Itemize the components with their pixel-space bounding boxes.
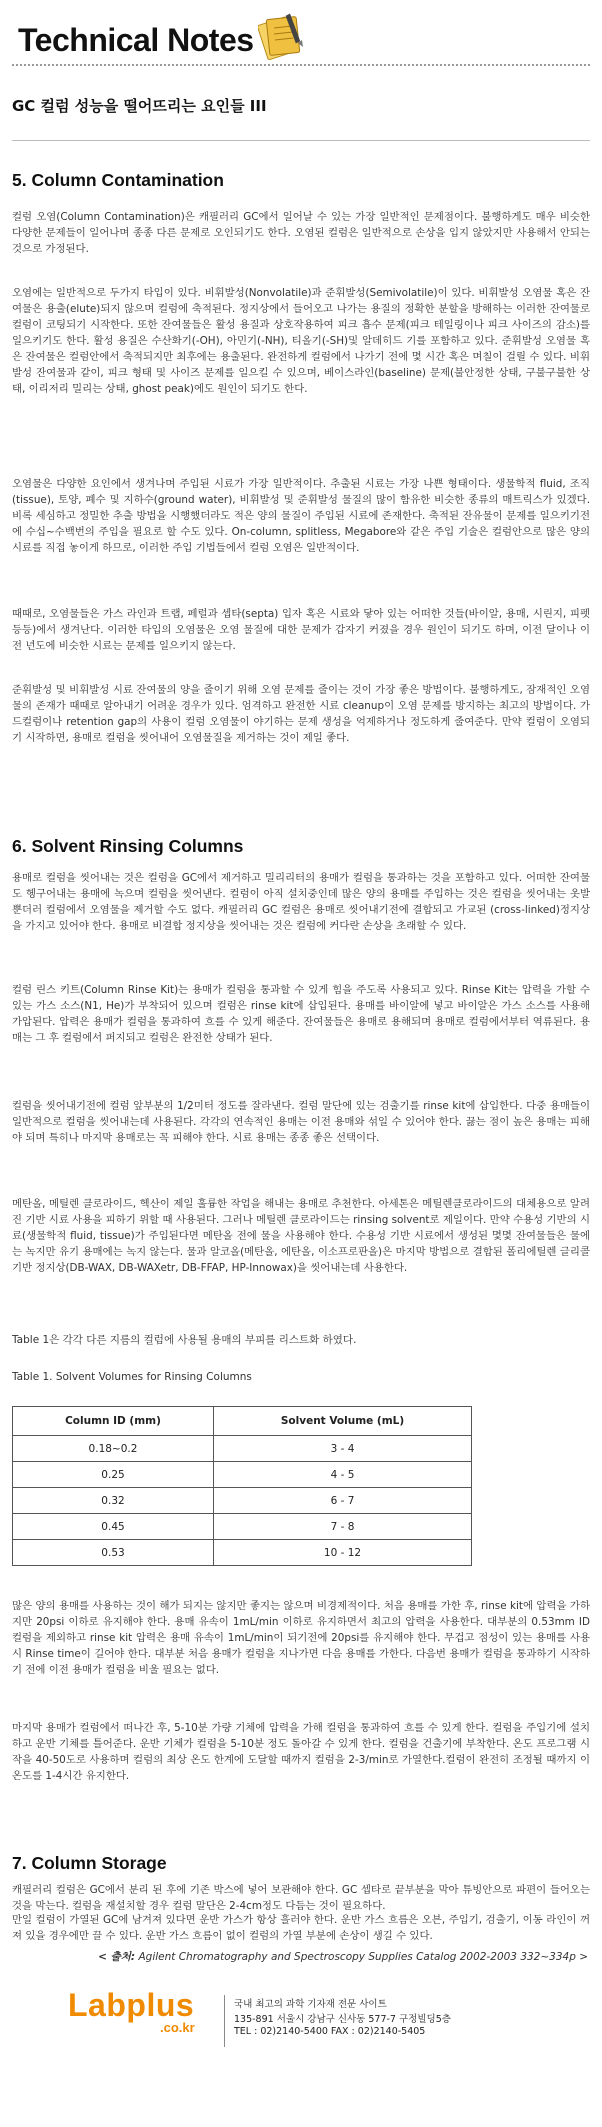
table-cell: 0.45: [13, 1514, 214, 1540]
paragraph: 때때로, 오염물들은 가스 라인과 트랩, 페럴과 셉타(septa) 입자 혹은 시료와 닿아 있는 어떠한 것들(바이알, 용매, 시린지, 피펫 등등)에서 생겨난다. 이러한 타입의 오염물은 오염 물질에 대한 문제가 갑자기 커졌을 경우 원인이 되기도 하며, 이전 달이나 이전 년도에 비슷한 시료는 문제를 일으키지 않는다.: [12, 608, 590, 652]
document-title: GC 컬럼 성능을 떨어뜨리는 요인들 III: [12, 97, 267, 115]
paragraph: 오염에는 일반적으로 두가지 타입이 있다. 비휘발성(Nonvolatile)과 준휘발성(Semivolatile)이 있다. 비휘발성 오염물 혹은 잔여물은 용출(elute)되지 않으며 컬럼에 축적된다. 정지상에서 들어오고 나가는 용질의 정확한 분할을 방해하는 이러한 잔여물로 컬럼이 코팅되기 시작한다. 또한 잔여물들은 활성 용질과 상호작용하여 피크 흡수 문제(피크 테일링이나 피크 사이즈의 감소)를 일으키기도 한다. 활성 용질은 수산화기(-OH), 아민기(-NH), 티올기(-SH)및 알데히드 기를 포함하고 있다. 준휘발성 오염물 혹은 잔여물은 컬럼안에서 축적되지만 최후에는 용출된다. 완전하게 컬럼에서 나가기 전에 몇 시간 혹은 며칠이 걸릴 수 있다. 비휘발성 잔여물과 같이, 피크 형태 및 사이즈 문제를 일으킬 수 있으며, 베이스라인(baseline) 문제(불안정한 상태, 구불구불한 상태, 이리저리 밀리는 상태, ghost peak)에도 원인이 되기도 한다.: [12, 287, 590, 395]
table-caption: Table 1. Solvent Volumes for Rinsing Columns: [12, 1371, 252, 1383]
paragraph: 메탄올, 메틸렌 클로라이드, 헥산이 제일 훌륭한 작업을 해내는 용매로 추천한다. 아세톤은 메틸렌클로라이드의 대체용으로 알려진 기반 시료 사용을 피하기 위할 때 사용된다. 그러나 메틸렌 클로라이드는 rinsing solvent로 제일이다. 만약 수용성 기반의 시료(생물학적 fluid, tissue)가 주입된다면 메탄올 전에 물을 사용해야 한다. 수용성 기반 시료에서 생성된 몇몇 잔여물들은 물에는 녹지만 유기 용매에는 녹지 않는다. 물과 알코올(메탄올, 에탄올, 이소프로판올)은 마지막 방법으로 결합된 폴리에틸렌 글리콜 기반 정지상(DB-WAX, DB-WAXetr, DB-FFAP, HP-Innowax)을 씻어내는데 사용한다.: [12, 1198, 590, 1274]
paragraph: 컬럼 오염(Column Contamination)은 캐필러리 GC에서 일어날 수 있는 가장 일반적인 문제점이다. 불행하게도 매우 비슷한 다양한 문제들이 일어나며 종종 다른 문제로 오인되기도 한다. 오염된 컬럼은 일반적으로 손상을 입지 않았지만 사용해서 안되는 것으로 가정된다.: [12, 211, 590, 255]
citation-text: Agilent Chromatography and Spectroscopy Supplies Catalog 2002-2003 332~334p >: [138, 1951, 588, 1963]
column-header: Column ID (mm): [13, 1407, 214, 1436]
paragraph: 캐필러리 컬럼은 GC에서 분리 된 후에 기존 박스에 넣어 보관해야 한다. GC 셉타로 끝부분을 막아 튜빙안으로 파편이 들어오는 것을 막는다. 컬럼을 재설치할 경우 컬럼 말단은 2-4cm정도 다듬는 것이 필요하다.: [12, 1884, 590, 1912]
notes-icon: [258, 10, 308, 62]
section-heading-storage: 7. Column Storage: [12, 1853, 167, 1873]
table-cell: 4 - 5: [214, 1462, 472, 1488]
table-cell: 7 - 8: [214, 1514, 472, 1540]
table-cell: 0.18~0.2: [13, 1436, 214, 1462]
table-row: [13, 1436, 472, 1462]
footer-tagline: 국내 최고의 과학 기자재 전문 사이트: [234, 1999, 387, 2010]
paragraph: 마지막 용매가 컬럼에서 떠나간 후, 5-10분 가량 기체에 압력을 가해 컬럼을 통과하여 흐를 수 있게 한다. 컬럼을 주입기에 설치하고 운반 기체를 틀어준다. 운반 기체가 컬럼을 5-10분 정도 돌아갈 수 있게 한다. 컬럼을 건출기에 부착한다. 온도 프로그램 시작을 40-50도로 사용하며 컬럼의 최상 온도 한계에 도달할 때까지 컬럼을 2-3/min로 가열한다.컬럼이 완전히 조정될 때까지 이 온도를 1-4시간 유지한다.: [12, 1722, 590, 1782]
citation-prefix: < 출처:: [98, 1951, 136, 1963]
paragraph: Table 1은 각각 다른 지름의 컬럼에 사용될 용매의 부피를 리스트화 하였다.: [12, 1334, 357, 1346]
table-cell: 3 - 4: [214, 1436, 472, 1462]
table-cell: 0.53: [13, 1540, 214, 1566]
table-cell: 0.32: [13, 1488, 214, 1514]
footer-address: 135-891 서울시 강남구 신사동 577-7 구정빌딩5층: [234, 2014, 451, 2025]
solvent-volume-table: [12, 1406, 472, 1566]
paragraph: 컬럼 린스 키트(Column Rinse Kit)는 용매가 컬럼을 통과할 수 있게 힘을 주도록 사용되고 있다. Rinse Kit는 압력을 가할 수 있는 가스 소스(N1, He)가 부착되어 있으며 컬럼은 rinse kit에 삽입된다. 용매를 바이알에 넣고 바이알은 가스 소스를 사용해 가압된다. 압력은 용매가 컬럼을 통과하여 흐를 수 있게 해준다. 잔여물들은 용매로 용해되며 용매로 컬럼에서부터 역류된다. 용매는 그 후 컬럼에서 퍼지되고 컬럼은 완전한 상태가 된다.: [12, 984, 590, 1044]
paragraph: 오염물은 다양한 요인에서 생겨나며 주입된 시료가 가장 일반적이다. 추출된 시료는 가장 나쁜 형태이다. 생물학적 fluid, 조직(tissue), 토양, 폐수 및 지하수(ground water), 비휘발성 및 준휘발성 물질의 많이 함유한 비슷한 종류의 매트릭스가 있겠다. 비록 세심하고 정밀한 추출 방법을 시행했더라도 적은 양의 물질이 주입된 시료에 존재한다. 축적된 잔유물이 문제를 일으키기전에 수십~수백번의 주입을 필요로 할 수도 있다. On-column, splitless, Megabore와 같은 주입 기술은 컬럼안으로 많은 양의 시료를 직접 놓이게 하므로, 이러한 주입 기법들에서 컬럼 오염은 일반적이다.: [12, 478, 590, 554]
paragraph: 준휘발성 및 비휘발성 시료 잔여물의 양을 줄이기 위해 오염 문제를 줄이는 것이 가장 좋은 방법이다. 불행하게도, 잠재적인 오염물의 존재가 때때로 알아내기 어려운 경우가 있다. 엄격하고 완전한 시료 cleanup이 오염 문제를 방지하는 최고의 방법이다. 가드컬럼이나 retention gap의 사용이 컬럼 오염물이 야기하는 문제 생성을 억제하거나 정도하게 줄여준다. 만약 컬럼이 오염되기 시작하면, 용매로 컬럼을 씻어내어 오염물질을 제거하는 것이 제일 좋다.: [12, 684, 590, 744]
table-row: [13, 1488, 472, 1514]
table-cell: 10 - 12: [214, 1540, 472, 1566]
footer-contact: TEL : 02)2140-5400 FAX : 02)2140-5405: [234, 2026, 426, 2037]
footer-divider: [224, 1995, 225, 2047]
table-cell: 0.25: [13, 1462, 214, 1488]
labplus-logo-domain: .co.kr: [160, 2020, 195, 2035]
table-row: [13, 1462, 472, 1488]
table-cell: 6 - 7: [214, 1488, 472, 1514]
labplus-logo: Labplus: [68, 1987, 195, 2023]
table-header-row: [13, 1407, 472, 1436]
header-title: Technical Notes: [18, 22, 254, 58]
paragraph: 컬럼을 씻어내기전에 컬럼 앞부분의 1/2미터 정도를 잘라낸다. 컬럼 말단에 있는 검출기를 rinse kit에 삽입한다. 다중 용매들이 일반적으로 컬럼을 씻어내는데 사용된다. 각각의 연속적인 용매는 이전 용매와 섞일 수 있어야 한다. 끓는 점이 높은 용매는 피해야 되며 특히나 마지막 용매로는 꼭 피해야 한다. 시료 용매는 종종 좋은 선택이다.: [12, 1100, 590, 1144]
column-header: Solvent Volume (mL): [214, 1407, 472, 1436]
table-row: [13, 1540, 472, 1566]
citation: [98, 1949, 588, 1964]
table-row: [13, 1514, 472, 1540]
paragraph: 용매로 컬럼을 씻어내는 것은 컬럼을 GC에서 제거하고 밀리리터의 용매가 컬럼을 통과하는 것을 포함하고 있다. 어떠한 잔여물도 헹구어내는 용매에 녹으며 컬럼을 씻어낸다. 컬럼이 아직 설치중인데 많은 양의 용매를 주입하는 것은 컬럼을 씻어내는 옷발뿐더러 컬럼에서 오염물을 제거할 수도 없다. 캐필러리 GC 컬럼은 용매로 씻어내기전에 결합되고 가교된 (cross-linked)정지상을 가지고 있어야 한다. 용매로 비결합 정지상을 씻어내는 것은 컬럼에 커다란 손상을 초래할 수 있다.: [12, 872, 590, 932]
header-dotted-rule: [12, 64, 590, 66]
section-heading-rinsing: 6. Solvent Rinsing Columns: [12, 836, 244, 856]
paragraph: 많은 양의 용매를 사용하는 것이 해가 되지는 않지만 좋지는 않으며 비경제적이다. 처음 용매를 가한 후, rinse kit에 압력을 가하지만 20psi 이하로 유지해야 한다. 용매 유속이 1mL/min 이하로 유지하면서 최고의 압력을 사용한다. 대부분의 0.53mm ID 컬럼을 제외하고 rinse kit 압력은 용매 유속이 1mL/min이 되기전에 20psi를 유지해야 한다. 무겁고 점성이 있는 용매를 사용시 Rinse time이 길어야 한다. 대부분 처음 용매가 컬럼을 지나가면 다음 용매를 가한다. 다음번 용매가 컬럼을 통과하기 시작하기 전에 이전 용매가 컬럼을 비울 필요는 없다.: [12, 1600, 590, 1676]
title-divider: [12, 140, 590, 141]
paragraph: 만일 컬럼이 가열된 GC에 남겨져 있다면 운반 가스가 항상 흘러야 한다. 운반 가스 흐름은 오븐, 주입기, 검출기, 이동 라인이 꺼져 있을 경우에만 끌 수 있다. 운반 가스 흐름이 없이 컬럼의 가열 부분에 손상이 생길 수 있다.: [12, 1914, 590, 1942]
section-heading-contamination: 5. Column Contamination: [12, 170, 224, 190]
